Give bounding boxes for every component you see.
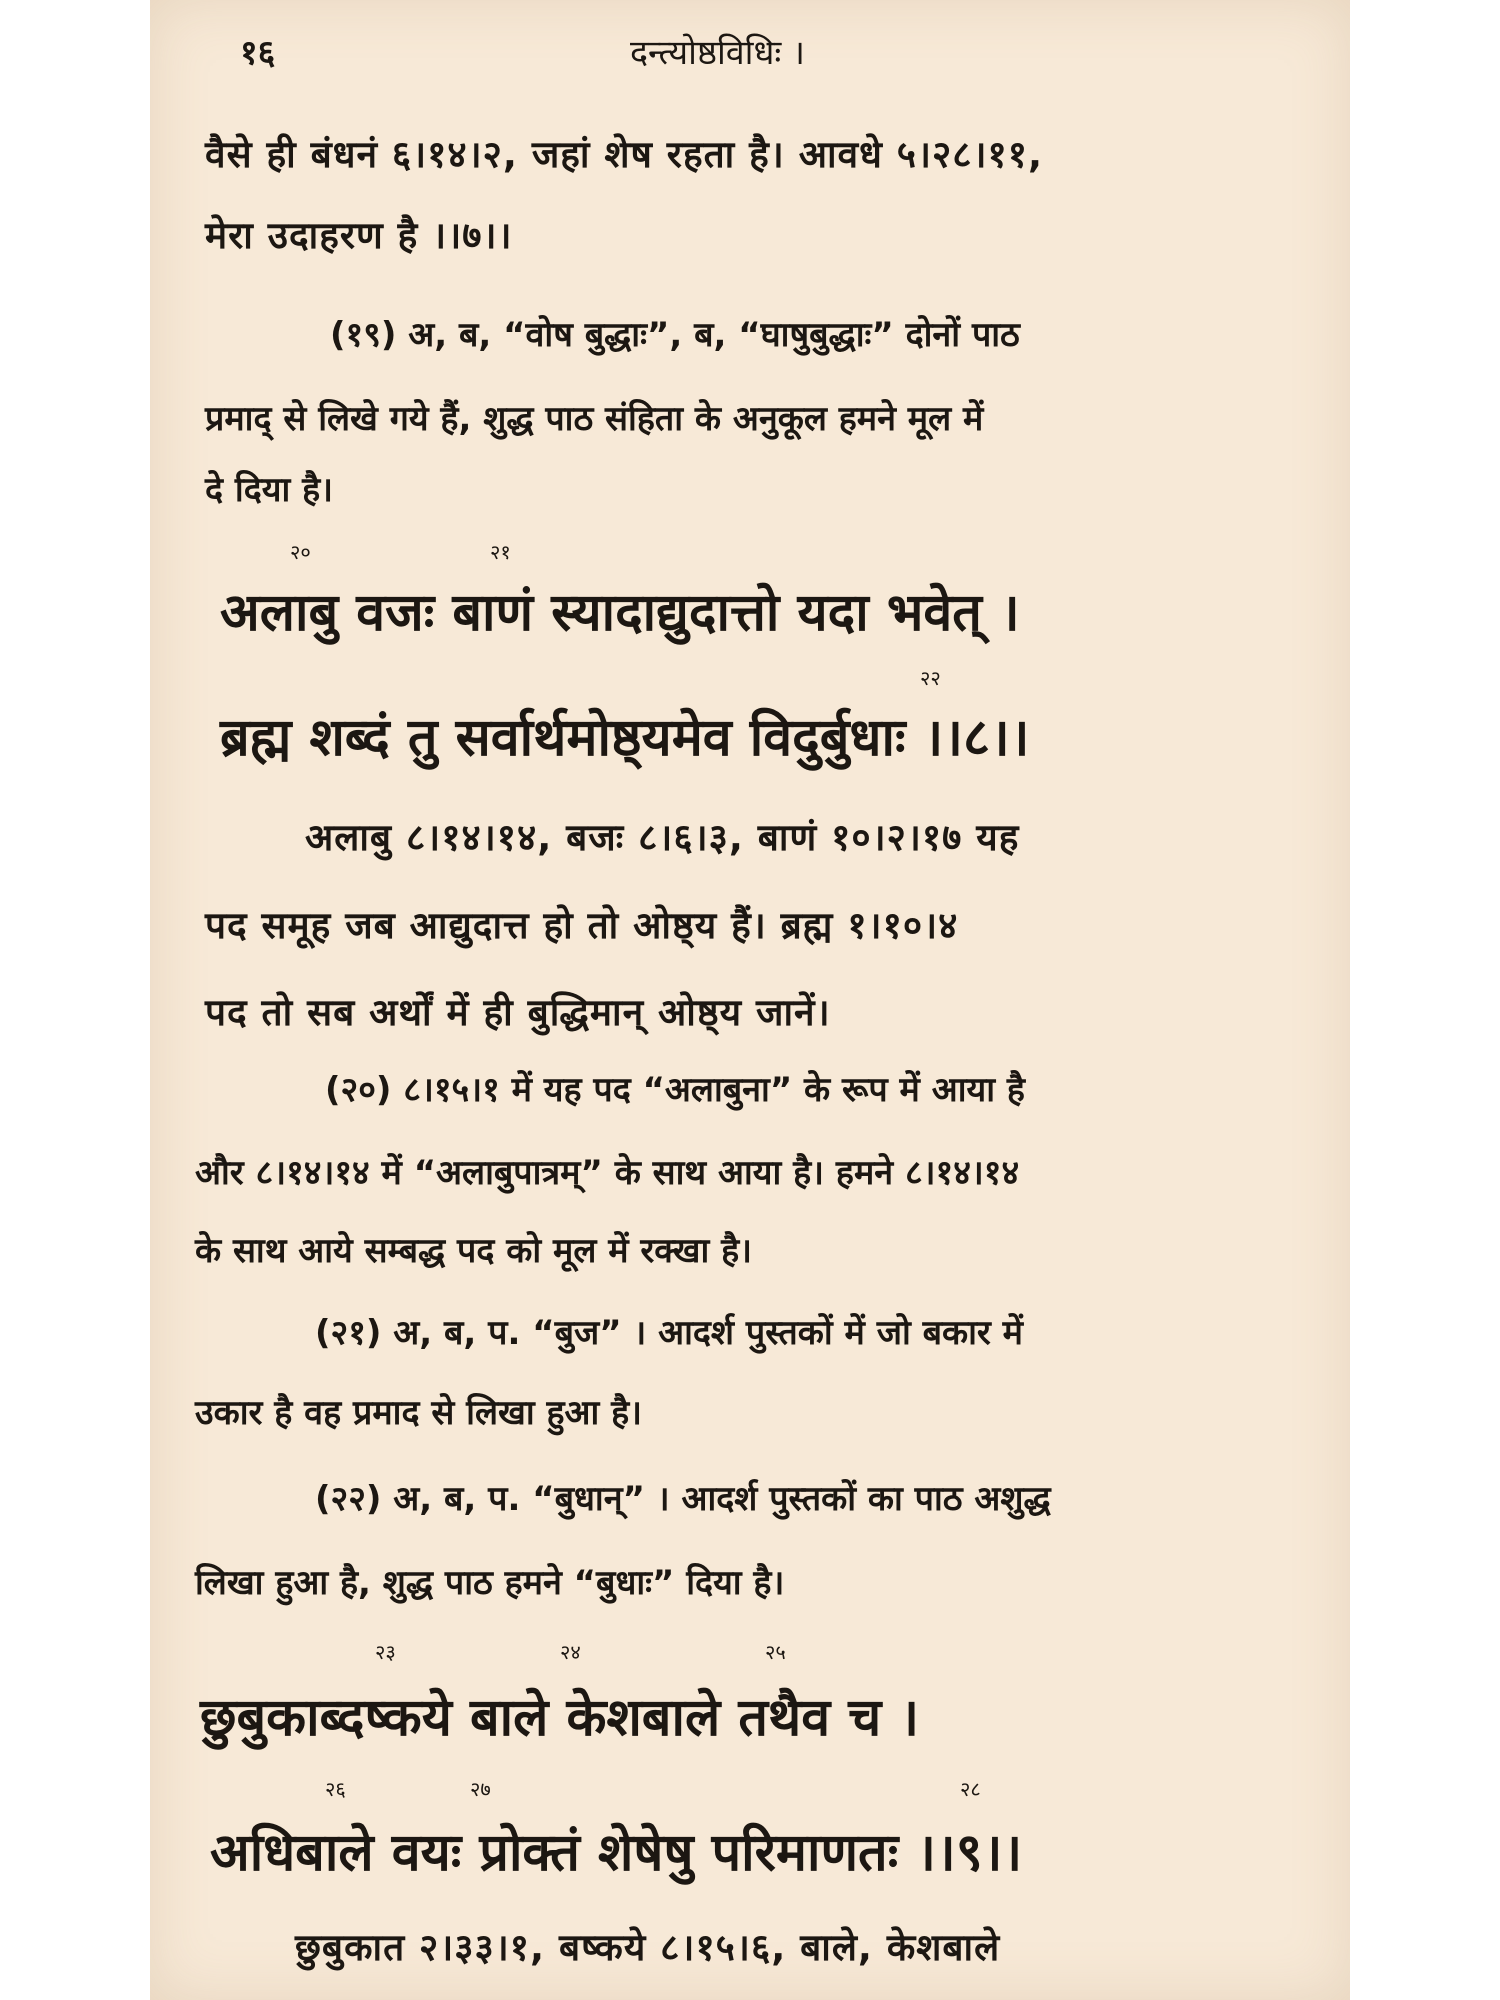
footnote-ref: २३ bbox=[375, 1640, 396, 1664]
text-line: वैसे ही बंधनं ६।१४।२, जहां शेष रहता है। आवधे ५।२८।११, bbox=[205, 133, 1044, 176]
footnote-line: दे दिया है। bbox=[205, 470, 334, 510]
text-line: अलाबु ८।१४।१४, बजः ८।६।३, बाणं १०।२।१७ यह bbox=[305, 816, 1020, 859]
footnote-line: के साथ आये सम्बद्ध पद को मूल में रक्खा है। bbox=[195, 1231, 753, 1271]
footnote-line: और ८।१४।१४ में “अलाबुपात्रम्” के साथ आया है। हमने ८।१४।१४ bbox=[195, 1153, 1020, 1193]
verse-line: अलाबु वजः बाणं स्यादाद्युदात्तो यदा भवेत् । bbox=[220, 583, 1020, 643]
footnote-line: उकार है वह प्रमाद से लिखा हुआ है। bbox=[195, 1393, 643, 1433]
footnote-ref: २८ bbox=[960, 1777, 981, 1801]
page-number: १६ bbox=[240, 33, 276, 73]
footnote-line: (१९) अ, ब, “वोष बुद्धाः”, ब, “घाषुबुद्धाः” दोनों पाठ bbox=[330, 315, 1020, 355]
verse-line: ब्रह्म शब्दं तु सर्वार्थमोष्ठ्यमेव विदुर्बुधाः ।।८।। bbox=[220, 708, 1030, 768]
footnote-line: (२२) अ, ब, प. “बुधान्” । आदर्श पुस्तकों का पाठ अशुद्ध bbox=[315, 1479, 1051, 1519]
text-line: मेरा उदाहरण है ।।७।। bbox=[205, 214, 513, 257]
footnote-ref: २५ bbox=[765, 1640, 786, 1664]
footnote-ref: २४ bbox=[560, 1640, 581, 1664]
footnote-ref: २६ bbox=[325, 1777, 346, 1801]
footnote-ref: २२ bbox=[920, 666, 941, 690]
verse-line: छुबुकाब्दष्कये बाले केशबाले तथैव च । bbox=[200, 1688, 920, 1748]
text-line: पद तो सब अर्थों में ही बुद्धिमान् ओष्ठ्य जानें। bbox=[205, 991, 831, 1034]
footnote-line: (२०) ८।१५।१ में यह पद “अलाबुना” के रूप में आया है bbox=[325, 1070, 1025, 1110]
verse-line: अधिबाले वयः प्रोक्तं शेषेषु परिमाणतः ।।९।। bbox=[210, 1823, 1023, 1883]
text-line: पद समूह जब आद्युदात्त हो तो ओष्ठ्य हैं। ब्रह्म १।१०।४ bbox=[205, 904, 959, 947]
footnote-ref: २० bbox=[290, 540, 311, 564]
running-title: दन्त्योष्ठविधिः । bbox=[630, 33, 805, 73]
footnote-line: लिखा हुआ है, शुद्ध पाठ हमने “बुधाः” दिया है। bbox=[195, 1563, 785, 1603]
footnote-ref: २१ bbox=[490, 540, 511, 564]
book-page bbox=[150, 0, 1350, 2000]
text-line: छुबुकात २।३३।१, बष्कये ८।१५।६, बाले, केशबाले bbox=[295, 1926, 1001, 1969]
footnote-line: प्रमाद् से लिखे गये हैं, शुद्ध पाठ संहिता के अनुकूल हमने मूल में bbox=[205, 399, 984, 439]
footnote-ref: २७ bbox=[470, 1777, 491, 1801]
footnote-line: (२१) अ, ब, प. “बुज” । आदर्श पुस्तकों में जो बकार में bbox=[315, 1313, 1024, 1353]
